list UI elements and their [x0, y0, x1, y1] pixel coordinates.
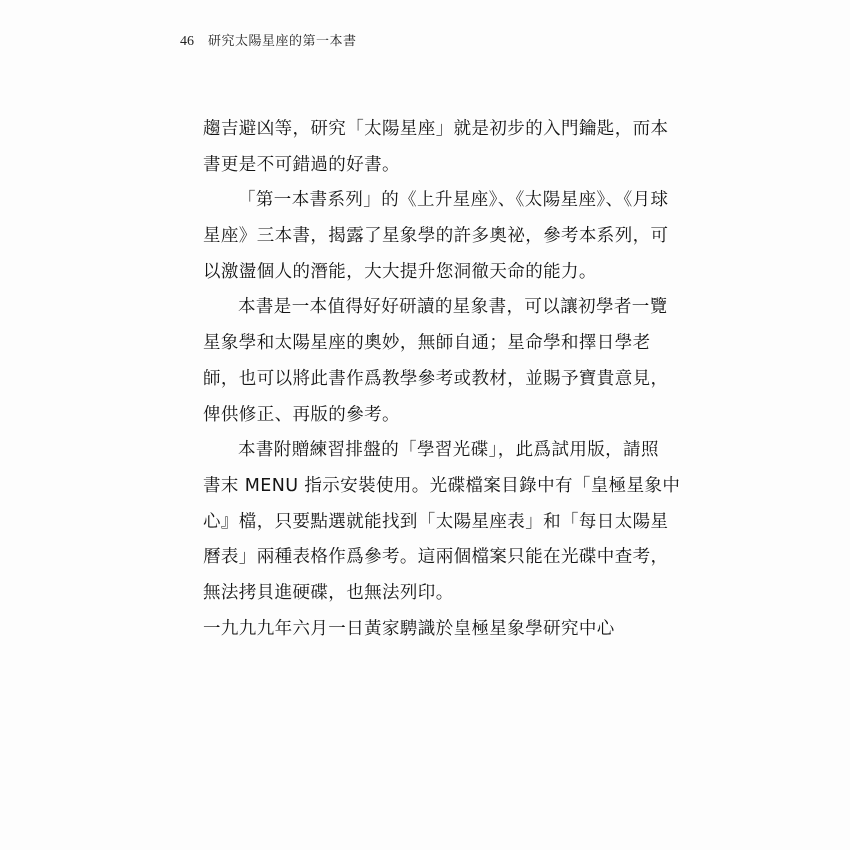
paragraph-line: 趨吉避凶等，研究「太陽星座」就是初步的入門鑰匙，而本 — [203, 119, 669, 139]
running-header — [180, 30, 357, 50]
paragraph-line: 俾供修正、再版的參考。 — [203, 404, 400, 425]
paragraph-line: 以激盪個人的潛能，大大提升您洞徹天命的能力。 — [203, 261, 597, 282]
paragraph-line: 本書附贈練習排盤的「學習光碟」，此爲試用版，請照 — [238, 440, 659, 461]
book-title: 研究太陽星座的第一本書 — [208, 34, 357, 49]
paragraph-line: 「第一本書系列」的《上升星座》、《太陽星座》、《月球 — [238, 190, 669, 211]
body-text — [203, 112, 681, 647]
paragraph-line: 師，也可以將此書作爲教學參考或教材，並賜予寶貴意見， — [203, 368, 669, 389]
paragraph-line: 書更是不可錯過的好書。 — [203, 154, 400, 175]
paragraph-line: 書末 MENU 指示安裝使用。光碟檔案目錄中有「皇極星象中 — [203, 475, 681, 496]
paragraph-line: 曆表」兩種表格作爲參考。這兩個檔案只能在光碟中查考， — [203, 547, 669, 568]
paragraph-line: 無法拷貝進硬碟，也無法列印。 — [203, 582, 454, 603]
paragraph-line: 本書是一本值得好好研讀的星象書，可以讓初學者一覽 — [238, 297, 668, 318]
page-number: 46 — [180, 34, 194, 49]
signature-line: 一九九九年六月一日黃家騁識於皇極星象學研究中心 — [203, 618, 615, 639]
paragraph-line: 星象學和太陽星座的奧妙，無師自通；星命學和擇日學老 — [203, 333, 651, 354]
paragraph-line: 星座》三本書，揭露了星象學的許多奧祕，參考本系列，可 — [203, 226, 669, 247]
paragraph-line: 心』檔，只要點選就能找到「太陽星座表」和「每日太陽星 — [203, 511, 669, 532]
